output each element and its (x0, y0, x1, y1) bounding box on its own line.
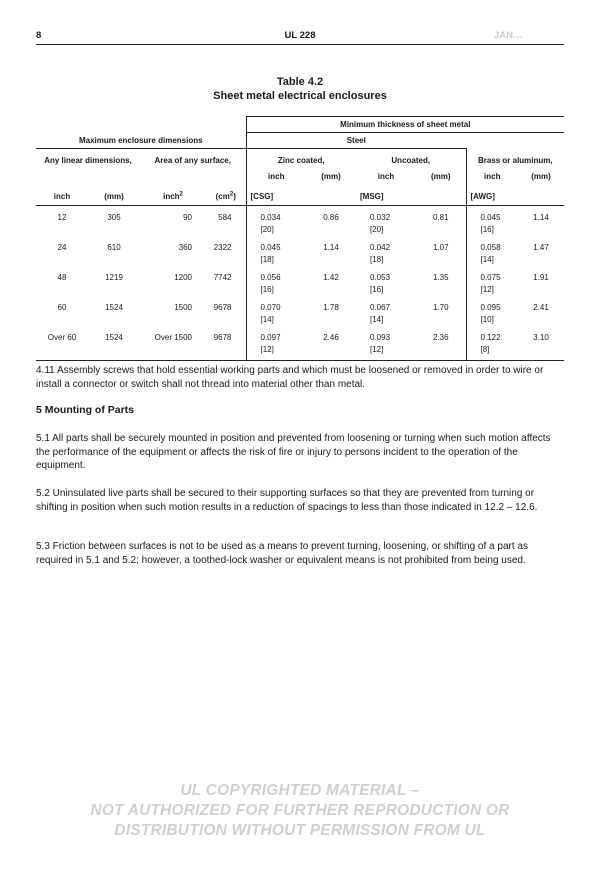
uncoated-mm-unit: (mm) (430, 172, 451, 181)
cell-area-in: 1500 (174, 303, 192, 312)
cell-area-in: 360 (178, 243, 192, 252)
brass-inch-unit: inch (466, 171, 518, 185)
cell-zinc-mm: 0.86 (323, 213, 339, 222)
cell-unc-in: 0.093 (370, 333, 391, 342)
cell-area-cm: 7742 (213, 273, 232, 282)
watermark-line-2: NOT AUTHORIZED FOR FURTHER REPRODUCTION OR (90, 802, 510, 819)
table-row-gauge (36, 284, 564, 296)
cell-lin-in: 48 (57, 273, 67, 282)
cell-brass-gauge: [16] (466, 224, 518, 236)
max-dimensions-header: Maximum enclosure dimensions (36, 133, 246, 149)
cell-area-cm: 584 (218, 213, 232, 222)
cell-zinc-in: 0.097 (246, 326, 306, 344)
cell-area-cm: 2322 (213, 243, 232, 252)
document-name: UL 228 (284, 30, 316, 41)
zinc-mm-unit: (mm) (321, 172, 341, 181)
cell-lin-mm: 305 (107, 213, 121, 222)
cell-area-in: Over 1500 (154, 333, 192, 342)
cell-zinc-mm: 2.46 (323, 333, 339, 342)
cell-brass-gauge: [10] (466, 314, 518, 326)
cell-lin-mm: 610 (107, 243, 121, 252)
paragraph-5-2: 5.2 Uninsulated live parts shall be secured to their supporting surfaces so that they are prevented from turning or shifting in position when such motion results in a reduction of spacings to less than those indicated in 12.2 – 12.6. (36, 488, 538, 513)
header-faded-text: JAN… (494, 30, 523, 41)
col-linear-inch: inch (36, 185, 88, 206)
table-row-gauge (36, 314, 564, 326)
cell-unc-gauge: [18] (370, 255, 384, 264)
cell-unc-mm: 0.81 (432, 213, 449, 222)
min-thickness-header: Minimum thickness of sheet metal (246, 117, 564, 133)
cell-brass-in: 0.045 (466, 206, 518, 225)
watermark-line-1: UL COPYRIGHTED MATERIAL – (180, 782, 420, 799)
cell-lin-mm: 1524 (105, 333, 123, 342)
cell-area-in: 1200 (174, 273, 192, 282)
col-zinc-gauge: [CSG] (246, 185, 306, 206)
watermark-line-3: DISTRIBUTION WITHOUT PERMISSION FROM UL (114, 822, 486, 839)
paragraph-5-3: 5.3 Friction between surfaces is not to be used as a means to prevent turning, loosening, or shifting of a part as required in 5.1 and 5.2; however, a toothed-lock washer or equivalent means is not prohibited from being used. (36, 541, 528, 566)
table-row (36, 206, 564, 225)
cell-unc-in: 0.032 (370, 213, 391, 222)
cell-brass-mm: 2.41 (533, 303, 549, 312)
col-linear-mm: (mm) (88, 185, 140, 206)
steel-header: Steel (246, 133, 466, 149)
cell-brass-in: 0.095 (466, 296, 518, 314)
cell-unc-mm: 1.07 (432, 243, 449, 252)
cell-zinc-gauge: [12] (246, 344, 306, 361)
col-area-inch2: inch$^2$ (140, 185, 206, 206)
cell-unc-gauge: [20] (370, 225, 384, 234)
cell-zinc-gauge: [18] (246, 254, 306, 266)
cell-brass-mm: 1.91 (533, 273, 549, 282)
col-brass-gauge: [AWG] (466, 185, 518, 206)
zinc-coated-header: Zinc coated, (246, 149, 356, 172)
cell-brass-gauge: [12] (466, 284, 518, 296)
cell-brass-in: 0.058 (466, 236, 518, 254)
table-header-row-2 (36, 133, 564, 149)
page-number: 8 (36, 30, 42, 41)
cell-lin-in: 24 (57, 243, 67, 252)
cell-zinc-mm: 1.42 (323, 273, 339, 282)
table-body (36, 206, 564, 361)
uncoated-header: Uncoated, (391, 156, 431, 165)
cell-brass-gauge: [14] (466, 254, 518, 266)
cell-unc-mm: 1.70 (432, 303, 449, 312)
uncoated-inch-unit: inch (377, 172, 395, 181)
cell-zinc-in: 0.045 (246, 236, 306, 254)
paragraph-4-11: 4.11 Assembly screws that hold essential working parts and which must be loosened or removed in order to wire or install a connector or switch shall not thread into material other than metal. (36, 365, 544, 390)
table-row-gauge (36, 344, 564, 361)
cell-unc-mm: 1.35 (432, 273, 449, 282)
surface-area-header: Area of any surface, (154, 156, 231, 165)
cell-zinc-mm: 1.14 (323, 243, 339, 252)
table-row (36, 296, 564, 314)
cell-lin-in: 60 (57, 303, 67, 312)
table-subtitle: Sheet metal electrical enclosures (213, 90, 387, 102)
cell-area-in: 90 (183, 213, 192, 222)
table-row-gauge (36, 254, 564, 266)
page-header (36, 28, 564, 45)
col-uncoated-gauge: [MSG] (356, 185, 416, 206)
cell-lin-mm: 1524 (105, 303, 123, 312)
cell-area-cm: 9678 (213, 303, 232, 312)
cell-unc-gauge: [14] (370, 315, 384, 324)
col-area-cm2: $(cm^2)$ (206, 185, 246, 206)
table-header-row-3 (36, 149, 564, 172)
section-5-title: 5 Mounting of Parts (36, 404, 134, 416)
table-row-gauge (36, 224, 564, 236)
sheet-metal-table (36, 116, 564, 361)
cell-zinc-gauge: [20] (246, 224, 306, 236)
cell-brass-in: 0.122 (466, 326, 518, 344)
table-row (36, 236, 564, 254)
cell-zinc-gauge: [16] (246, 284, 306, 296)
cell-zinc-mm: 1.78 (323, 303, 339, 312)
table-row (36, 326, 564, 344)
cell-unc-in: 0.053 (370, 273, 391, 282)
cell-zinc-in: 0.034 (246, 206, 306, 225)
brass-mm-unit: (mm) (531, 172, 551, 181)
paragraph-5-1: 5.1 All parts shall be securely mounted in position and prevented from loosening or turning when such motion affects the performance of the equipment or affects the risk of fire or injury to persons incident to the operation of the equipment. (36, 433, 551, 471)
table-header-row-5 (36, 185, 564, 206)
cell-lin-in: Over 60 (47, 333, 77, 342)
cell-zinc-in: 0.056 (246, 266, 306, 284)
brass-aluminum-header: Brass or aluminum, (466, 149, 564, 172)
cell-lin-mm: 1219 (105, 273, 123, 282)
cell-brass-mm: 1.47 (533, 243, 549, 252)
cell-brass-gauge: [8] (466, 344, 518, 361)
cell-unc-in: 0.067 (370, 303, 391, 312)
cell-unc-in: 0.042 (370, 243, 391, 252)
cell-unc-gauge: [12] (356, 344, 416, 361)
cell-area-cm: 9678 (213, 333, 232, 342)
linear-dimensions-header: Any linear dimensions, (44, 156, 132, 165)
cell-zinc-in: 0.070 (246, 296, 306, 314)
table-row (36, 266, 564, 284)
zinc-inch-unit: inch (246, 171, 306, 185)
cell-unc-mm: 2.36 (432, 333, 449, 342)
table-title: Table 4.2 (276, 76, 324, 88)
cell-brass-in: 0.075 (466, 266, 518, 284)
cell-brass-mm: 3.10 (533, 333, 549, 342)
table-header-row-1 (36, 117, 564, 133)
cell-zinc-gauge: [14] (246, 314, 306, 326)
cell-unc-gauge: [16] (370, 285, 384, 294)
cell-brass-mm: 1.14 (533, 213, 549, 222)
cell-lin-in: 12 (57, 213, 67, 222)
